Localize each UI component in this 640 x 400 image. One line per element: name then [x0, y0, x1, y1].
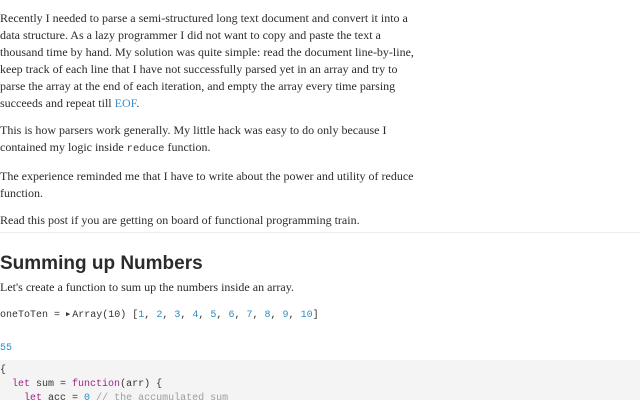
code-text: sum =	[30, 379, 73, 390]
console-output-line	[0, 309, 319, 322]
array-separator: ,	[288, 310, 301, 321]
reduce-inline-code: reduce	[126, 143, 165, 155]
code-text: (arr) {	[120, 379, 163, 390]
number-literal: 0	[84, 393, 91, 400]
array-value: 8	[264, 310, 271, 321]
article-body	[0, 10, 420, 239]
expand-triangle-icon[interactable]: ▶	[66, 311, 71, 319]
keyword-let: let	[12, 379, 31, 390]
array-value: 7	[246, 310, 253, 321]
code-line-1: {	[0, 365, 7, 376]
code-block	[0, 360, 640, 400]
section-divider	[0, 232, 640, 233]
array-separator: ,	[252, 310, 265, 321]
array-value: 2	[156, 310, 163, 321]
console-result: 55	[0, 343, 13, 354]
section-heading: Summing up Numbers	[0, 253, 203, 274]
paragraph-parsers	[0, 122, 420, 158]
keyword-let: let	[24, 393, 43, 400]
paragraph-intro	[0, 10, 420, 112]
paragraph-parsers-end: function.	[164, 140, 211, 154]
paragraph-experience: The experience reminded me that I have to write about the power and utility of reduce function.	[0, 169, 414, 200]
section-intro: Let's create a function to sum up the numbers inside an array.	[0, 280, 294, 294]
eof-link[interactable]: EOF	[114, 96, 137, 110]
array-values	[138, 310, 312, 321]
array-value: 1	[138, 310, 145, 321]
array-separator: ,	[234, 310, 247, 321]
indent	[0, 393, 24, 400]
array-value: 9	[282, 310, 289, 321]
array-value: 4	[192, 310, 199, 321]
paragraph-parsers-text: This is how parsers work generally. My little hack was easy to do only because I contained my logic inside	[0, 123, 387, 154]
array-separator: ,	[180, 310, 193, 321]
array-value: 10	[300, 310, 313, 321]
open-bracket: [	[132, 310, 139, 321]
array-value: 6	[228, 310, 235, 321]
paragraph-intro-text: Recently I needed to parse a semi-structured long text document and convert it into a data structure. As a lazy programmer I did not want to copy and paste the text a thousand time by hand. My solution was quite simple: read the document line-by-line, keep track of each line that I have not successfully parsed yet in an array and try to parse the array at the end of each iteration, and empty the array every time parsing succeeds and repeat till	[0, 11, 414, 110]
array-value: 5	[210, 310, 217, 321]
array-value: 3	[174, 310, 181, 321]
array-type-label[interactable]: Array(10)	[72, 310, 127, 321]
array-separator: ,	[162, 310, 175, 321]
code-line-3	[0, 393, 228, 400]
code-text: acc =	[42, 393, 85, 400]
array-separator: ,	[216, 310, 229, 321]
paragraph-read-post: Read this post if you are getting on board of functional programming train.	[0, 213, 360, 227]
console-variable: oneToTen =	[0, 310, 67, 321]
code-line-2	[0, 379, 162, 390]
indent	[0, 379, 12, 390]
keyword-function: function	[72, 379, 121, 390]
code-comment: // the accumulated sum	[96, 393, 229, 400]
array-separator: ,	[198, 310, 211, 321]
paragraph-intro-end: .	[136, 96, 140, 110]
array-separator: ,	[270, 310, 283, 321]
array-separator: ,	[144, 310, 157, 321]
close-bracket: ]	[312, 310, 319, 321]
